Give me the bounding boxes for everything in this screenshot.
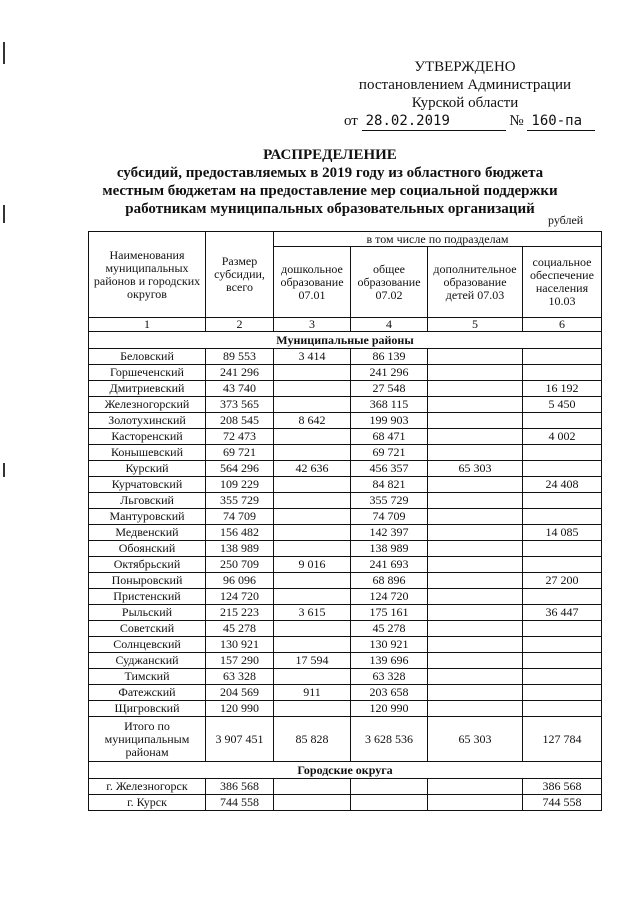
margin-mark-1 [3, 42, 5, 64]
margin-mark-3 [3, 463, 5, 477]
row-value [428, 557, 523, 573]
row-value: 157 290 [206, 653, 274, 669]
approval-number: 160-па [527, 112, 595, 131]
row-value [523, 509, 602, 525]
row-value: 14 085 [523, 525, 602, 541]
row-value [523, 445, 602, 461]
table-row [89, 573, 602, 589]
row-value [523, 621, 602, 637]
row-value: 109 229 [206, 477, 274, 493]
row-value: 74 709 [351, 509, 428, 525]
header-col2: Размер субсидии, всего [206, 232, 274, 318]
total-0703: 65 303 [428, 717, 523, 762]
row-value: 911 [274, 685, 351, 701]
row-value: 96 096 [206, 573, 274, 589]
row-value: 42 636 [274, 461, 351, 477]
row-value [428, 445, 523, 461]
header-col1: Наименования муниципальных районов и городских округов [89, 232, 206, 318]
row-value [428, 349, 523, 365]
table-row [89, 795, 602, 811]
row-value [428, 605, 523, 621]
approval-line3: Курской области [411, 95, 519, 111]
row-value [274, 493, 351, 509]
row-value: 138 989 [206, 541, 274, 557]
row-value [523, 653, 602, 669]
row-value [351, 795, 428, 811]
row-value [428, 653, 523, 669]
table-row [89, 525, 602, 541]
number-label: № [509, 113, 524, 129]
row-value: 27 548 [351, 381, 428, 397]
approval-block [330, 58, 600, 131]
row-value: 8 642 [274, 413, 351, 429]
table-row [89, 557, 602, 573]
row-value: 43 740 [206, 381, 274, 397]
title-main: РАСПРЕДЕЛЕНИЕ [263, 147, 397, 163]
row-value [428, 669, 523, 685]
row-value: 142 397 [351, 525, 428, 541]
row-value [274, 621, 351, 637]
idx-2: 2 [206, 318, 274, 332]
row-value: 139 696 [351, 653, 428, 669]
row-value: 456 357 [351, 461, 428, 477]
table-row [89, 461, 602, 477]
title-line2: местным бюджетам на предоставление мер социальной поддержки [102, 183, 558, 199]
row-value [523, 349, 602, 365]
row-name: Курчатовский [89, 477, 206, 493]
row-value: 386 568 [523, 779, 602, 795]
row-value [523, 365, 602, 381]
row-value: 74 709 [206, 509, 274, 525]
row-name: г. Железногорск [89, 779, 206, 795]
row-value [274, 701, 351, 717]
row-value [428, 685, 523, 701]
row-value: 65 303 [428, 461, 523, 477]
table-row [89, 621, 602, 637]
row-value [428, 365, 523, 381]
units-label: рублей [548, 213, 584, 227]
row-name: Рыльский [89, 605, 206, 621]
row-value: 250 709 [206, 557, 274, 573]
header-col4: общее образование 07.02 [351, 247, 428, 318]
row-value: 68 896 [351, 573, 428, 589]
row-value: 215 223 [206, 605, 274, 621]
row-value [523, 685, 602, 701]
row-value: 69 721 [351, 445, 428, 461]
row-value [428, 381, 523, 397]
section-municipal-districts: Муниципальные районы [89, 332, 602, 349]
table-row [89, 589, 602, 605]
row-value: 124 720 [206, 589, 274, 605]
approval-line2: постановлением Администрации [358, 77, 572, 93]
row-value [428, 589, 523, 605]
row-value [523, 413, 602, 429]
row-value [428, 525, 523, 541]
row-value: 744 558 [523, 795, 602, 811]
table-row [89, 397, 602, 413]
total-1003: 127 784 [523, 717, 602, 762]
idx-3: 3 [274, 318, 351, 332]
row-value: 130 921 [351, 637, 428, 653]
row-value: 24 408 [523, 477, 602, 493]
row-value: 36 447 [523, 605, 602, 621]
row-value: 175 161 [351, 605, 428, 621]
row-value [428, 493, 523, 509]
approval-date-line [330, 112, 600, 131]
row-value: 120 990 [206, 701, 274, 717]
row-name: Щигровский [89, 701, 206, 717]
row-value [428, 413, 523, 429]
row-value: 3 615 [274, 605, 351, 621]
row-value [274, 365, 351, 381]
row-value: 86 139 [351, 349, 428, 365]
table-row [89, 429, 602, 445]
row-name: Поныровский [89, 573, 206, 589]
title-line3: работникам муниципальных образовательных организаций [125, 201, 535, 217]
row-value [523, 637, 602, 653]
row-value: 72 473 [206, 429, 274, 445]
row-name: Суджанский [89, 653, 206, 669]
row-value: 564 296 [206, 461, 274, 477]
table-row [89, 541, 602, 557]
row-name: Горшеченский [89, 365, 206, 381]
row-value [428, 541, 523, 557]
row-name: Медвенский [89, 525, 206, 541]
row-value [274, 637, 351, 653]
row-value [274, 525, 351, 541]
table-row [89, 365, 602, 381]
row-value [523, 541, 602, 557]
table-row [89, 605, 602, 621]
row-value [523, 589, 602, 605]
row-value [523, 701, 602, 717]
idx-1: 1 [89, 318, 206, 332]
row-value [274, 573, 351, 589]
row-value: 373 565 [206, 397, 274, 413]
total-all: 3 907 451 [206, 717, 274, 762]
row-name: Дмитриевский [89, 381, 206, 397]
row-value: 17 594 [274, 653, 351, 669]
row-value: 203 658 [351, 685, 428, 701]
row-value: 199 903 [351, 413, 428, 429]
row-value [523, 557, 602, 573]
row-value [428, 509, 523, 525]
table-row [89, 685, 602, 701]
row-name: Беловский [89, 349, 206, 365]
from-label: от [344, 113, 358, 129]
row-value: 63 328 [351, 669, 428, 685]
table-row [89, 509, 602, 525]
table-row [89, 381, 602, 397]
header-col6: социальное обеспечение населения 10.03 [523, 247, 602, 318]
row-name: Пристенский [89, 589, 206, 605]
row-value [274, 589, 351, 605]
header-group: в том числе по подразделам [274, 232, 602, 247]
row-value: 355 729 [206, 493, 274, 509]
row-value: 5 450 [523, 397, 602, 413]
row-value: 130 921 [206, 637, 274, 653]
row-value [274, 779, 351, 795]
table-row [89, 653, 602, 669]
header-col5: дополнительное образование детей 07.03 [428, 247, 523, 318]
row-value: 63 328 [206, 669, 274, 685]
approval-date: 28.02.2019 [362, 112, 506, 131]
row-value [428, 795, 523, 811]
row-value: 241 693 [351, 557, 428, 573]
row-value: 156 482 [206, 525, 274, 541]
table-row [89, 637, 602, 653]
row-value [523, 669, 602, 685]
document-title [70, 146, 590, 218]
row-name: Тимский [89, 669, 206, 685]
table-row [89, 779, 602, 795]
row-name: Обоянский [89, 541, 206, 557]
row-value [274, 477, 351, 493]
row-name: Курский [89, 461, 206, 477]
row-value [428, 429, 523, 445]
row-value [428, 621, 523, 637]
section-city-districts: Городские округа [89, 762, 602, 779]
row-value: 69 721 [206, 445, 274, 461]
row-value: 124 720 [351, 589, 428, 605]
row-value: 45 278 [206, 621, 274, 637]
row-value: 368 115 [351, 397, 428, 413]
row-name: Советский [89, 621, 206, 637]
row-name: г. Курск [89, 795, 206, 811]
margin-mark-2 [3, 205, 5, 223]
row-value [274, 795, 351, 811]
total-0702: 3 628 536 [351, 717, 428, 762]
row-value: 241 296 [206, 365, 274, 381]
idx-6: 6 [523, 318, 602, 332]
row-name: Мантуровский [89, 509, 206, 525]
idx-5: 5 [428, 318, 523, 332]
row-value: 68 471 [351, 429, 428, 445]
table-row [89, 669, 602, 685]
row-value: 386 568 [206, 779, 274, 795]
row-value: 9 016 [274, 557, 351, 573]
row-value [428, 637, 523, 653]
row-value: 3 414 [274, 349, 351, 365]
row-value: 744 558 [206, 795, 274, 811]
row-name: Октябрьский [89, 557, 206, 573]
row-value [523, 461, 602, 477]
row-value: 84 821 [351, 477, 428, 493]
row-value: 120 990 [351, 701, 428, 717]
row-value [428, 701, 523, 717]
row-value [428, 397, 523, 413]
row-name: Золотухинский [89, 413, 206, 429]
table-row [89, 413, 602, 429]
table-row [89, 349, 602, 365]
row-name: Касторенский [89, 429, 206, 445]
row-value [351, 779, 428, 795]
row-value: 45 278 [351, 621, 428, 637]
row-value [274, 509, 351, 525]
total-0701: 85 828 [274, 717, 351, 762]
row-value [274, 381, 351, 397]
row-value: 138 989 [351, 541, 428, 557]
row-value: 204 569 [206, 685, 274, 701]
title-line1: субсидий, предоставляемых в 2019 году из областного бюджета [116, 165, 544, 181]
row-value [274, 397, 351, 413]
idx-4: 4 [351, 318, 428, 332]
row-value: 89 553 [206, 349, 274, 365]
row-value: 241 296 [351, 365, 428, 381]
row-name: Льговский [89, 493, 206, 509]
row-value [428, 477, 523, 493]
table-row [89, 701, 602, 717]
row-name: Солнцевский [89, 637, 206, 653]
row-value: 4 002 [523, 429, 602, 445]
row-value [274, 445, 351, 461]
row-name: Конышевский [89, 445, 206, 461]
subsidy-table [88, 231, 602, 811]
approval-heading: УТВЕРЖДЕНО [414, 59, 516, 75]
row-value [428, 573, 523, 589]
table-row [89, 493, 602, 509]
row-value: 27 200 [523, 573, 602, 589]
table-row [89, 445, 602, 461]
row-value [428, 779, 523, 795]
row-value [523, 493, 602, 509]
row-name: Железногорский [89, 397, 206, 413]
total-label: Итого по муниципальным районам [89, 717, 206, 762]
row-value [274, 429, 351, 445]
row-value: 208 545 [206, 413, 274, 429]
row-name: Фатежский [89, 685, 206, 701]
row-value [274, 669, 351, 685]
row-value: 355 729 [351, 493, 428, 509]
table-row [89, 477, 602, 493]
header-col3: дошкольное образование 07.01 [274, 247, 351, 318]
row-value: 16 192 [523, 381, 602, 397]
row-value [274, 541, 351, 557]
